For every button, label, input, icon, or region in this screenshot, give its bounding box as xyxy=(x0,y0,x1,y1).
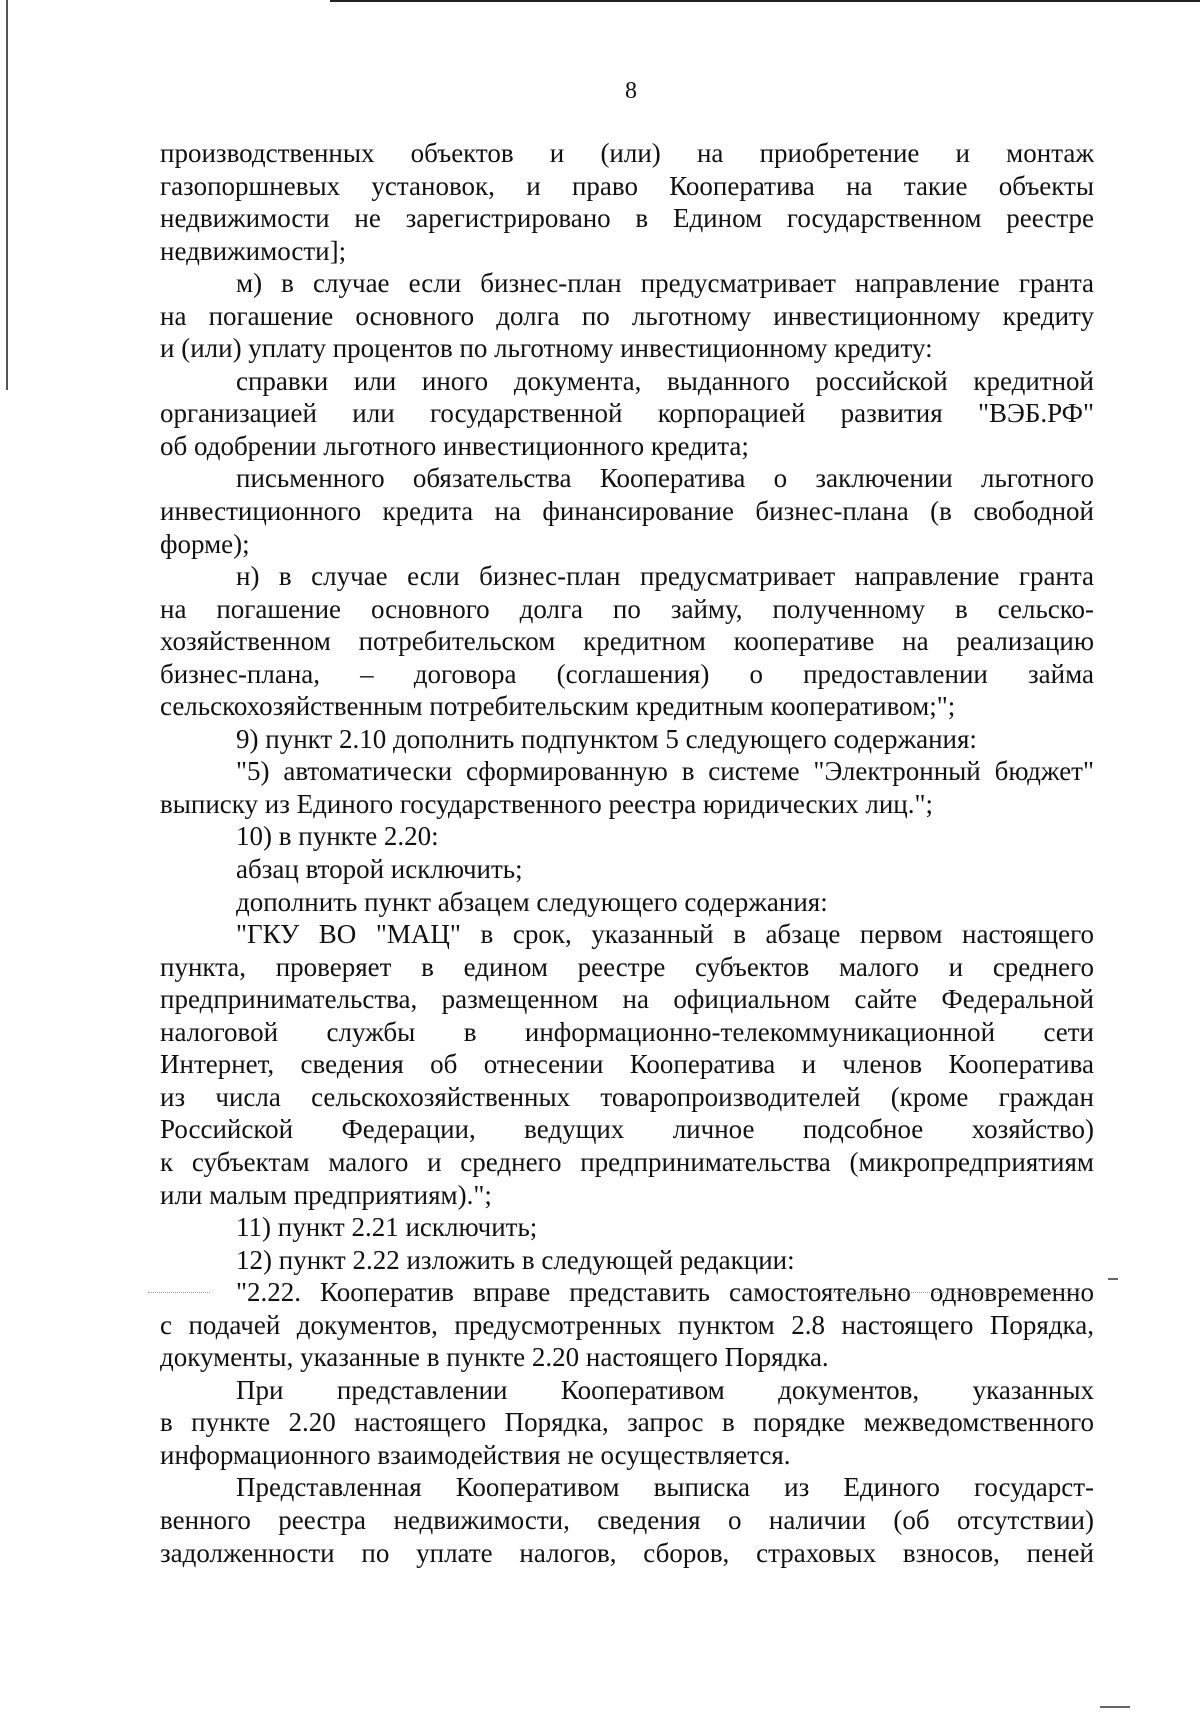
text-line: форме); xyxy=(160,528,250,559)
text-line: м) в случае если бизнес-план предусматривает направление гранта xyxy=(236,268,1094,299)
text-line: Интернет, сведения об отнесении Кооператива и членов Кооператива xyxy=(160,1049,1094,1080)
text-line: недвижимости]; xyxy=(160,235,347,266)
text-line: н) в случае если бизнес-план предусматривает направление гранта xyxy=(236,561,1094,592)
text-line: "5) автоматически сформированную в системе "Электронный бюджет" xyxy=(236,756,1094,787)
text-line: информационного взаимодействия не осуществляется. xyxy=(160,1439,791,1470)
text-line: сельскохозяйственным потребительским кредитным кооперативом;"; xyxy=(160,691,956,722)
text-line: 9) пункт 2.10 дополнить подпунктом 5 следующего содержания: xyxy=(236,723,977,754)
text-line: венного реестра недвижимости, сведения о наличии (об отсутствии) xyxy=(160,1504,1094,1535)
text-line: "ГКУ ВО "МАЦ" в срок, указанный в абзаце первом настоящего xyxy=(236,919,1094,950)
text-line: недвижимости не зарегистрировано в Едином государственном реестре xyxy=(160,203,1094,234)
text-line: задолженности по уплате налогов, сборов, страховых взносов, пеней xyxy=(160,1537,1094,1568)
text-line: или малым предприятиям)."; xyxy=(160,1179,492,1210)
text-line: бизнес-плана, – договора (соглашения) о предоставлении займа xyxy=(160,658,1094,689)
text-line: и (или) уплату процентов по льготному инвестиционному кредиту: xyxy=(160,333,933,364)
text-line: налоговой службы в информационно-телекоммуникационной сети xyxy=(160,1016,1094,1047)
text-line: газопоршневых установок, и право Кооператива на такие объекты xyxy=(160,170,1094,201)
text-line: об одобрении льготного инвестиционного кредита; xyxy=(160,430,749,461)
text-line: предпринимательства, размещенном на официальном сайте Федеральной xyxy=(160,984,1094,1015)
text-line: производственных объектов и (или) на приобретение и монтаж xyxy=(160,138,1094,168)
text-line: к субъектам малого и среднего предпринимательства (микропредприятиям xyxy=(160,1146,1094,1177)
text-line: с подачей документов, предусмотренных пунктом 2.8 настоящего Порядка, xyxy=(160,1309,1094,1340)
text-line: При представлении Кооперативом документов, указанных xyxy=(236,1374,1094,1405)
text-line: в пункте 2.20 настоящего Порядка, запрос в порядке межведомственного xyxy=(160,1407,1094,1438)
text-line: на погашение основного долга по льготному инвестиционному кредиту xyxy=(160,300,1094,331)
text-line: организацией или государственной корпорацией развития "ВЭБ.РФ" xyxy=(160,398,1094,429)
text-line: документы, указанные в пункте 2.20 настоящего Порядка. xyxy=(160,1342,829,1373)
text-line: 10) в пункте 2.20: xyxy=(236,821,439,852)
page-number: 8 xyxy=(625,78,637,104)
text-line: "2.22. Кооператив вправе представить самостоятельно одновременно xyxy=(236,1277,1094,1308)
text-line: из числа сельскохозяйственных товаропроизводителей (кроме граждан xyxy=(160,1081,1094,1112)
text-line: хозяйственном потребительском кредитном кооперативе на реализацию xyxy=(160,626,1094,657)
text-line: пункта, проверяет в едином реестре субъектов малого и среднего xyxy=(160,951,1094,982)
text-line: письменного обязательства Кооператива о заключении льготного xyxy=(236,463,1094,494)
scan-artifact-edge xyxy=(1108,1278,1118,1280)
scan-artifact-left xyxy=(148,1292,210,1293)
scan-artifact-right xyxy=(830,1292,1080,1293)
text-line: дополнить пункт абзацем следующего содержания: xyxy=(236,886,828,917)
scan-artifact-corner xyxy=(1100,1706,1130,1708)
text-line: справки или иного документа, выданного российской кредитной xyxy=(236,365,1094,396)
text-line: 12) пункт 2.22 изложить в следующей редакции: xyxy=(236,1244,795,1275)
text-line: абзац второй исключить; xyxy=(236,854,523,885)
scan-left-border xyxy=(6,0,8,390)
text-line: 11) пункт 2.21 исключить; xyxy=(236,1212,538,1243)
document-body xyxy=(160,137,1094,1569)
text-line: инвестиционного кредита на финансирование бизнес-плана (в свободной xyxy=(160,496,1094,527)
text-line: выписку из Единого государственного реестра юридических лиц."; xyxy=(160,788,934,819)
scan-top-border xyxy=(330,0,1200,2)
text-line: Российской Федерации, ведущих личное подсобное хозяйство) xyxy=(160,1114,1094,1145)
text-line: Представленная Кооперативом выписка из Единого государст- xyxy=(236,1472,1094,1503)
text-line: на погашение основного долга по займу, полученному в сельско- xyxy=(160,593,1094,624)
